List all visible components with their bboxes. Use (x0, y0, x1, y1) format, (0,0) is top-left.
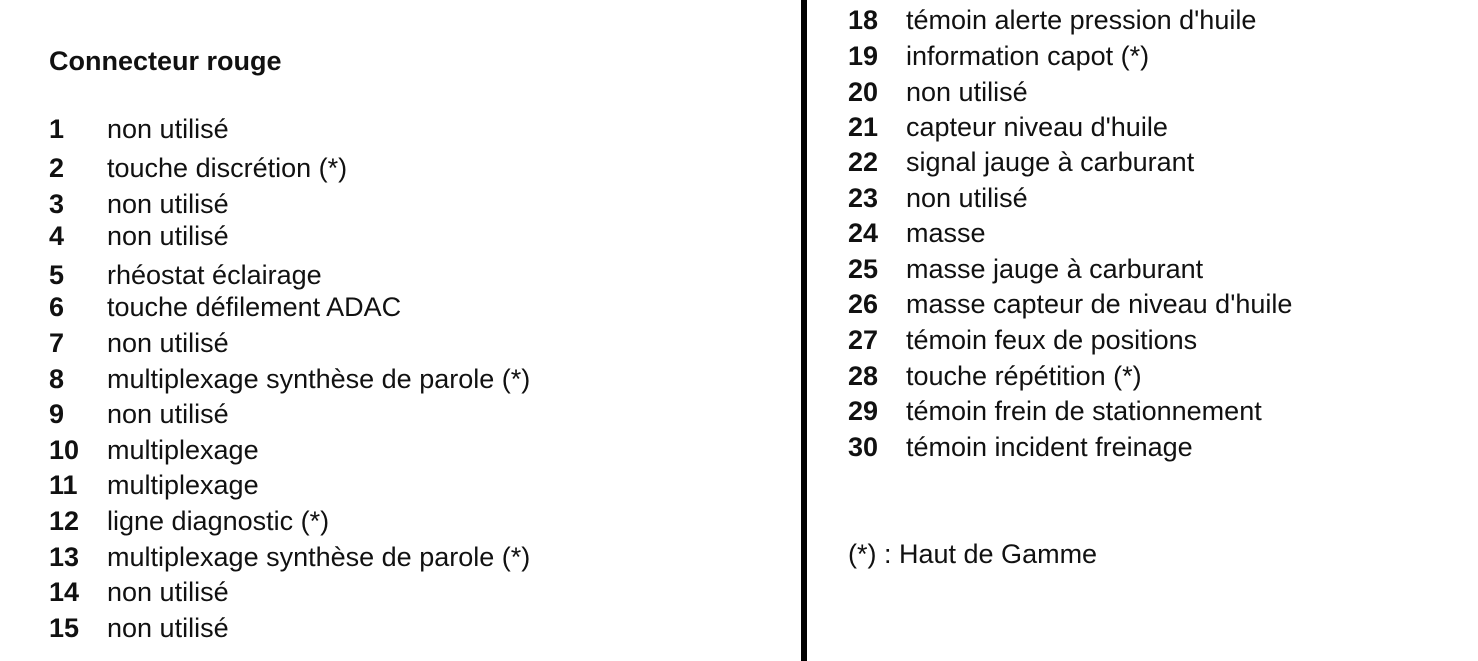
pin-number: 14 (49, 577, 80, 607)
pin-label: non utilisé (107, 221, 229, 251)
pin-number: 28 (848, 361, 879, 391)
pin-label: témoin incident freinage (906, 432, 1193, 462)
pin-label: multiplexage (107, 470, 259, 500)
section-heading: Connecteur rouge (49, 46, 282, 76)
pin-label: signal jauge à carburant (906, 147, 1195, 177)
pin-label: non utilisé (107, 577, 229, 607)
pin-number: 10 (49, 435, 80, 465)
pin-label: information capot (*) (906, 41, 1150, 71)
pin-label: non utilisé (107, 328, 229, 358)
pin-number: 8 (49, 364, 65, 394)
pin-number: 2 (49, 153, 65, 183)
pin-label: multiplexage synthèse de parole (*) (107, 542, 531, 572)
pin-number: 9 (49, 399, 65, 429)
pin-number: 21 (848, 112, 879, 142)
pin-number: 30 (848, 432, 879, 462)
pin-label: touche discrétion (*) (107, 153, 348, 183)
pin-number: 25 (848, 254, 879, 284)
pin-label: non utilisé (107, 114, 229, 144)
pin-label: témoin alerte pression d'huile (906, 5, 1257, 35)
pin-number: 4 (49, 221, 65, 251)
pin-number: 5 (49, 260, 65, 290)
pin-number: 1 (49, 114, 65, 144)
pin-label: témoin feux de positions (906, 325, 1198, 355)
footnote: (*) : Haut de Gamme (848, 539, 1098, 569)
pin-number: 29 (848, 396, 879, 426)
pin-label: multiplexage (107, 435, 259, 465)
pin-label: non utilisé (906, 77, 1028, 107)
pin-label: touche défilement ADAC (107, 292, 402, 322)
pin-number: 6 (49, 292, 65, 322)
pin-label: non utilisé (906, 183, 1028, 213)
pin-label: rhéostat éclairage (107, 260, 322, 290)
pin-number: 27 (848, 325, 879, 355)
pin-number: 12 (49, 506, 80, 536)
pin-label: témoin frein de stationnement (906, 396, 1262, 426)
pin-number: 15 (49, 613, 80, 643)
pin-label: masse (906, 218, 986, 248)
pin-number: 13 (49, 542, 80, 572)
pin-number: 7 (49, 328, 65, 358)
pin-label: non utilisé (107, 189, 229, 219)
pin-number: 24 (848, 218, 879, 248)
pin-number: 18 (848, 5, 879, 35)
pin-number: 23 (848, 183, 879, 213)
pin-label: masse capteur de niveau d'huile (906, 289, 1293, 319)
pin-number: 19 (848, 41, 879, 71)
pin-number: 22 (848, 147, 879, 177)
pin-number: 20 (848, 77, 879, 107)
pin-number: 26 (848, 289, 879, 319)
pin-label: ligne diagnostic (*) (107, 506, 330, 536)
pin-number: 11 (49, 470, 78, 500)
pin-label: non utilisé (107, 613, 229, 643)
pin-number: 3 (49, 189, 65, 219)
column-divider (801, 0, 807, 661)
pin-label: touche répétition (*) (906, 361, 1142, 391)
pin-label: capteur niveau d'huile (906, 112, 1168, 142)
pin-label: masse jauge à carburant (906, 254, 1204, 284)
pin-label: non utilisé (107, 399, 229, 429)
pin-label: multiplexage synthèse de parole (*) (107, 364, 531, 394)
